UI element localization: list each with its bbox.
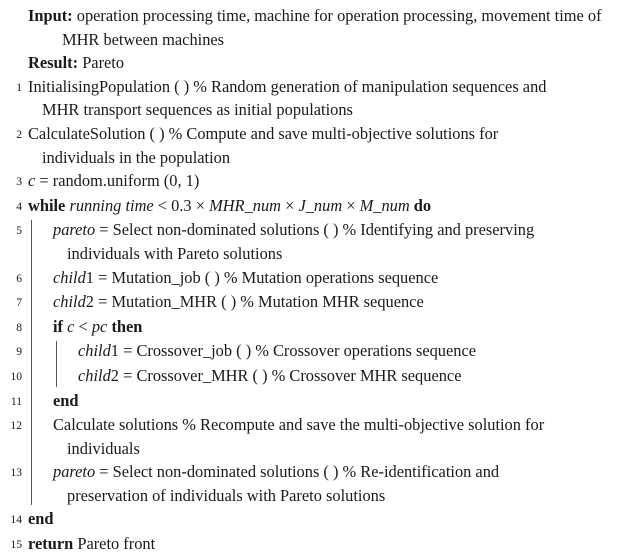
loop-indent-bar [22, 460, 47, 507]
statement-main: Mutation_MHR ( ) % Mutation MHR sequence [111, 292, 424, 312]
assignment-variable: child [78, 365, 111, 385]
statement-main: CalculateSolution ( ) % Compute and save multi-objective solutions for [28, 123, 499, 143]
statement [47, 266, 618, 290]
statement-main: InitialisingPopulation ( ) % Random generation of manipulation sequences and [28, 76, 547, 96]
loop-indent-bar [22, 389, 47, 414]
line-number: 11 [10, 394, 22, 408]
statement-main: Mutation_job ( ) % Mutation operations sequence [111, 267, 439, 287]
result-line [28, 51, 610, 75]
line-number: 13 [10, 466, 22, 480]
statement [22, 507, 618, 531]
result-text: Pareto [82, 53, 125, 73]
statement [47, 315, 618, 339]
algorithm-line-14 [0, 507, 618, 532]
statement-continuation: preservation of individuals with Pareto solutions [67, 485, 386, 505]
assignment-variable: child [53, 292, 86, 312]
statement [22, 194, 618, 218]
while-condition-term-3: M_num [359, 195, 410, 215]
loop-indent-bar [22, 413, 47, 460]
statement [47, 389, 618, 413]
if-indent-bar [47, 364, 72, 389]
statement [22, 122, 618, 169]
while-condition-times-1: × [281, 195, 299, 215]
assignment-variable-index: 1 [110, 341, 119, 361]
assignment-operator: = [95, 462, 113, 482]
assignment-variable-index: 2 [85, 292, 94, 312]
indent-gutters [22, 389, 47, 414]
line-number: 8 [16, 320, 22, 334]
indent-gutters [22, 290, 47, 315]
assignment-operator: = [93, 267, 112, 287]
if-condition-operator: < [74, 316, 92, 336]
loop-indent-bar [22, 218, 47, 265]
algorithm-line-5 [0, 218, 618, 265]
algorithm-line-11 [0, 389, 618, 414]
indent-gutters [22, 460, 47, 507]
loop-indent-bar [22, 315, 47, 340]
line-number: 10 [10, 369, 22, 383]
if-keyword: if [53, 316, 64, 336]
line-number: 3 [16, 175, 22, 189]
algorithm-line-4 [0, 194, 618, 219]
end-keyword: end [53, 390, 79, 410]
indent-gutters [22, 364, 72, 389]
line-number: 4 [16, 199, 22, 213]
if-indent-bar [47, 339, 72, 364]
line-number: 6 [16, 271, 22, 285]
line-number: 1 [16, 80, 22, 94]
algorithm-line-8 [0, 315, 618, 340]
indent-gutters [22, 413, 47, 460]
statement-main: Crossover_job ( ) % Crossover operations sequence [136, 341, 477, 361]
statement-continuation: MHR transport sequences as initial populations [42, 100, 353, 120]
while-condition-variable: running time [69, 195, 154, 215]
statement [72, 339, 618, 363]
assignment-operator: = [118, 341, 137, 361]
algorithm-line-3 [0, 169, 618, 194]
assignment-operator: = [95, 220, 113, 240]
assignment-variable-index: 2 [110, 365, 119, 385]
line-number: 12 [10, 419, 22, 433]
indent-gutters [22, 266, 47, 291]
algorithm-line-6 [0, 266, 618, 291]
algorithm-line-9 [0, 339, 618, 364]
algorithm-line-10 [0, 364, 618, 389]
statement [47, 460, 618, 507]
algorithm-line-1 [0, 75, 618, 122]
input-keyword: Input: [28, 6, 73, 25]
statement [47, 218, 618, 265]
result-keyword: Result: [28, 53, 79, 73]
algorithm-header [0, 4, 618, 75]
input-text: operation processing time, machine for operation processing, movement time of MHR between machines [62, 6, 602, 49]
then-keyword: then [111, 316, 143, 336]
assignment-variable-index: 1 [85, 267, 94, 287]
loop-indent-bar [22, 339, 47, 364]
return-keyword: return [28, 534, 74, 554]
line-number: 14 [10, 513, 22, 527]
statement [72, 364, 618, 388]
while-condition-operator: < 0.3 × [153, 195, 210, 215]
while-keyword: while [28, 195, 66, 215]
assignment-variable: child [53, 267, 86, 287]
statement-continuation: individuals in the population [42, 147, 231, 167]
statement-continuation: individuals [67, 438, 140, 458]
assignment-operator: = [118, 365, 137, 385]
line-number: 2 [16, 127, 22, 141]
statement-continuation: individuals with Pareto solutions [67, 243, 283, 263]
loop-indent-bar [22, 364, 47, 389]
statement-main: Select non-dominated solutions ( ) % Re-identification and [112, 462, 500, 482]
if-condition-left: c [67, 316, 75, 336]
line-number: 5 [16, 224, 22, 238]
line-number: 9 [16, 345, 22, 359]
assignment-operator: = [93, 292, 112, 312]
loop-indent-bar [22, 266, 47, 291]
algorithm-line-13 [0, 460, 618, 507]
statement-main: Pareto front [77, 534, 156, 554]
input-line [28, 4, 610, 51]
indent-gutters [22, 339, 72, 364]
assignment-operator: = [35, 171, 53, 191]
statement [47, 413, 618, 460]
do-keyword: do [413, 195, 432, 215]
end-keyword: end [28, 509, 54, 529]
statement [22, 75, 618, 122]
assignment-variable: child [78, 341, 111, 361]
statement-main: Select non-dominated solutions ( ) % Identifying and preserving [112, 220, 535, 240]
indent-gutters [22, 218, 47, 265]
statement-main: Crossover_MHR ( ) % Crossover MHR sequence [136, 365, 462, 385]
assignment-variable: c [28, 171, 36, 191]
statement-main: random.uniform (0, 1) [52, 171, 200, 191]
line-number: 7 [16, 296, 22, 310]
statement [22, 169, 618, 193]
assignment-variable: pareto [53, 462, 96, 482]
algorithm-line-2 [0, 122, 618, 169]
indent-gutters [22, 315, 47, 340]
line-number: 15 [10, 538, 22, 552]
algorithm-line-7 [0, 290, 618, 315]
assignment-variable: pareto [53, 220, 96, 240]
loop-indent-bar [22, 290, 47, 315]
statement-main: Calculate solutions % Recompute and save the multi-objective solution for [53, 415, 545, 435]
if-condition-right: pc [91, 316, 108, 336]
algorithm-line-12 [0, 413, 618, 460]
while-condition-term-2: J_num [298, 195, 343, 215]
while-condition-times-2: × [342, 195, 360, 215]
statement [47, 290, 618, 314]
while-condition-term-1: MHR_num [209, 195, 281, 215]
